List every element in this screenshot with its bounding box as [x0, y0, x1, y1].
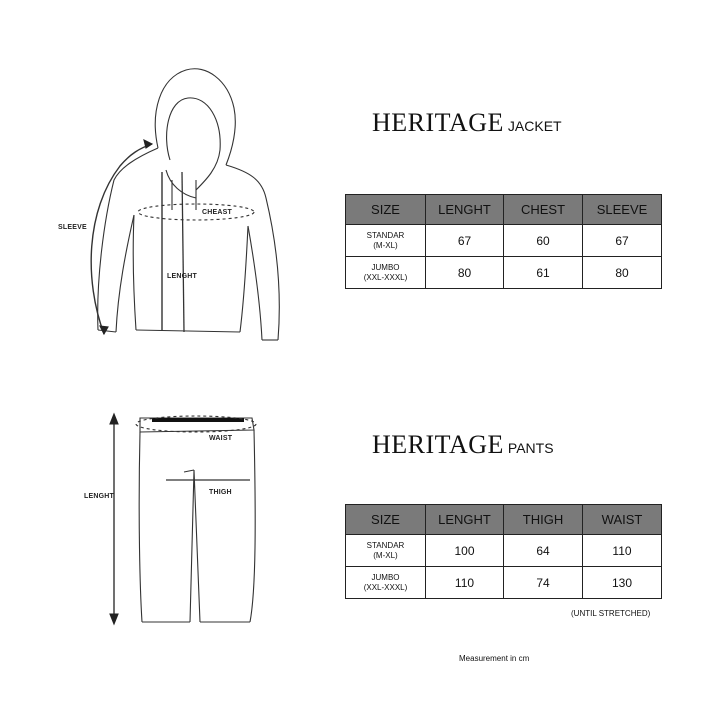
size-cell [346, 567, 426, 599]
col-chest: CHEST [504, 195, 583, 225]
table-row [346, 535, 662, 567]
value-cell: 60 [504, 225, 583, 257]
col-length: LENGHT [426, 505, 504, 535]
table-header-row [346, 195, 662, 225]
chest-label: CHEAST [202, 209, 232, 216]
value-cell: 110 [426, 567, 504, 599]
size-name: JUMBO [371, 262, 400, 272]
table-header-row [346, 505, 662, 535]
pants-brand: HERITAGE [372, 430, 504, 459]
size-range: (M-XL) [373, 550, 398, 560]
value-cell: 110 [583, 535, 662, 567]
pants-length-label: LENGHT [84, 493, 114, 500]
unit-note: Measurement in cm [459, 654, 530, 663]
size-name: STANDAR [366, 540, 405, 550]
value-cell: 80 [583, 257, 662, 289]
col-size: SIZE [346, 195, 426, 225]
table-row [346, 567, 662, 599]
value-cell: 80 [426, 257, 504, 289]
col-length: LENGHT [426, 195, 504, 225]
jacket-illustration [91, 69, 279, 340]
size-range: (XXL-XXXL) [363, 582, 408, 592]
col-size: SIZE [346, 505, 426, 535]
jacket-size-table [345, 194, 662, 289]
value-cell: 64 [504, 535, 583, 567]
size-range: (XXL-XXXL) [363, 272, 408, 282]
table-row [346, 225, 662, 257]
size-range: (M-XL) [373, 240, 398, 250]
size-name: JUMBO [371, 572, 400, 582]
col-thigh: THIGH [504, 505, 583, 535]
sleeve-label: SLEEVE [58, 224, 87, 231]
value-cell: 100 [426, 535, 504, 567]
value-cell: 67 [583, 225, 662, 257]
jacket-kind: JACKET [507, 118, 562, 134]
value-cell: 74 [504, 567, 583, 599]
col-sleeve: SLEEVE [583, 195, 662, 225]
jacket-brand: HERITAGE [372, 108, 504, 137]
thigh-label: THIGH [209, 489, 232, 496]
waist-label: WAIST [209, 435, 233, 442]
col-waist: WAIST [583, 505, 662, 535]
pants-title [372, 430, 554, 460]
size-cell [346, 257, 426, 289]
pants-illustration [110, 414, 256, 624]
size-name: STANDAR [366, 230, 405, 240]
size-cell [346, 535, 426, 567]
jacket-title [372, 108, 562, 138]
stretch-note: (UNTIL STRETCHED) [571, 609, 651, 618]
pants-kind: PANTS [507, 440, 554, 456]
value-cell: 130 [583, 567, 662, 599]
value-cell: 61 [504, 257, 583, 289]
jacket-length-label: LENGHT [167, 273, 197, 280]
pants-size-table [345, 504, 662, 599]
table-row [346, 257, 662, 289]
value-cell: 67 [426, 225, 504, 257]
size-cell [346, 225, 426, 257]
